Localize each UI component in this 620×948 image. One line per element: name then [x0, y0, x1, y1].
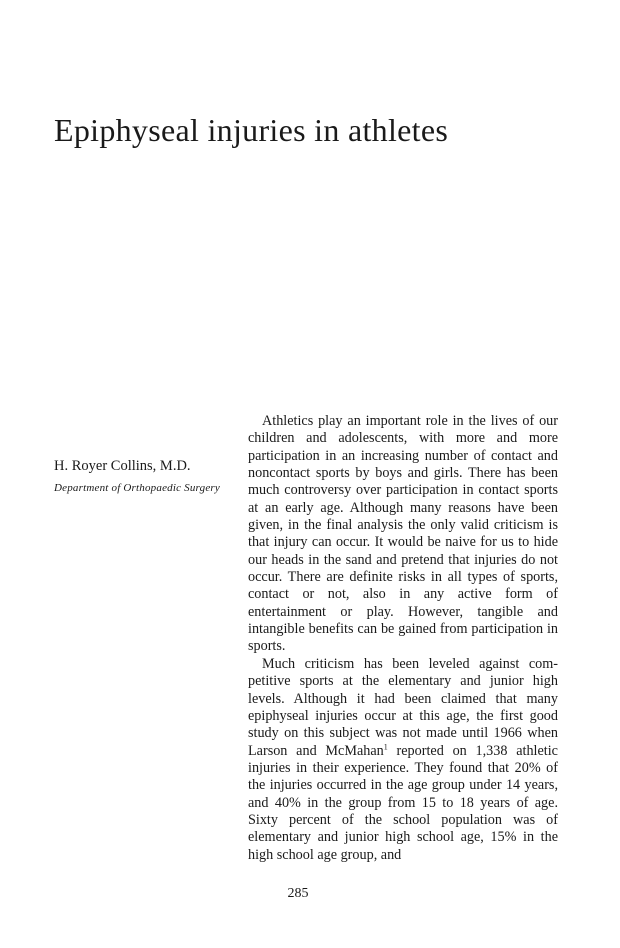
body-paragraph-2 — [248, 656, 558, 864]
article-title: Epiphyseal injuries in athletes — [54, 112, 449, 148]
body-text-column — [248, 413, 558, 864]
page-number: 285 — [287, 886, 309, 901]
body-paragraph-2-text-b: reported on 1,338 athletic injuries in their experience. They found that 20% of the injuries occurred in the age group under 14 years, and 40% in the group from 15 to 18 years of age. Sixty percent of the school population was of elementary and junior high school age, 15% in the high school age group, and — [248, 742, 558, 863]
body-paragraph-2-text-a: Much criticism has been leveled against competitive sports at the elementary and junior high levels. Although it had been claimed that many epiphyseal injuries occur at this age, the first good study on this subject was not made until 1966 when Larson and McMahan — [248, 655, 558, 759]
author-block — [54, 457, 244, 494]
author-department: Department of Orthopaedic Surgery — [54, 482, 220, 494]
body-paragraph-1: Athletics play an important role in the lives of our children and adolescents, with more and more participation in an increasing number of contact and noncontact sports by boys and girls. There has been much controversy over participation in contact sports at an early age. Although many reasons have been given, in the final analysis the only valid criticism is that injury can occur. It would be naive for us to hide our heads in the sand and pretend that injuries do not occur. There are definite risks in all types of sports, contact or not, also in any active form of entertainment or play. However, tangible and intangible benefits can be gained from participation in sports. — [248, 413, 558, 655]
citation-mark: 1 — [383, 741, 388, 751]
author-name: H. Royer Collins, M.D. — [54, 458, 191, 474]
